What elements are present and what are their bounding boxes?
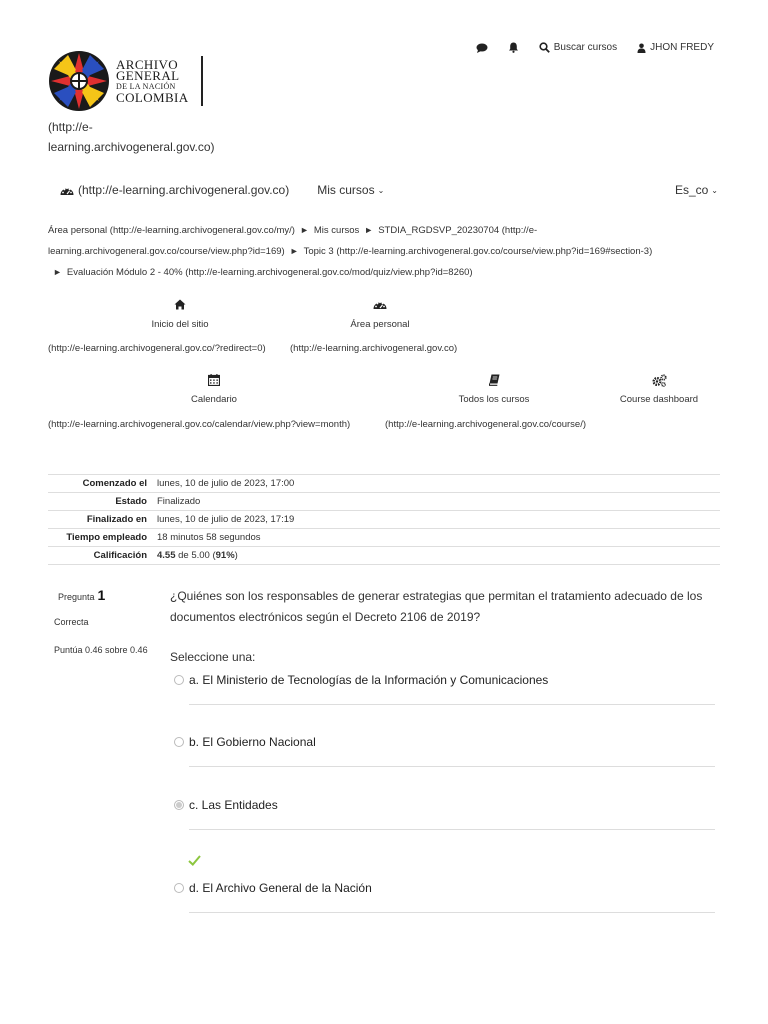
block-area-label: Área personal (350, 319, 410, 330)
nav-mis-cursos[interactable] (317, 183, 384, 197)
chat-icon (476, 43, 488, 53)
breadcrumb-course[interactable]: STDIA_RGDSVP_20230704 (http://e- (378, 225, 538, 236)
gears-icon (652, 374, 667, 387)
logo-line-1: ARCHIVO (116, 57, 179, 72)
logo-url[interactable] (48, 117, 228, 157)
top-bar (476, 42, 714, 53)
user-name: JHON FREDY (650, 42, 714, 53)
breadcrumb-separator-icon: ► (53, 267, 62, 277)
summary-row (48, 493, 720, 511)
answer-label: b. El Gobierno Nacional (189, 735, 316, 749)
answer-divider (189, 912, 715, 913)
nav-home-link[interactable] (60, 183, 289, 197)
answer-divider (189, 766, 715, 767)
answer-option[interactable] (174, 673, 715, 705)
breadcrumb-line-2 (48, 241, 728, 262)
breadcrumb-separator-icon: ► (364, 225, 374, 235)
archivo-general-logo (48, 50, 110, 112)
breadcrumb-course-url[interactable]: learning.archivogeneral.gov.co/course/view.php?id=169) (48, 246, 285, 257)
logo-line-3: DE LA NACIÓN (116, 82, 176, 91)
language-menu[interactable] (675, 183, 718, 197)
summary-value: 18 minutos 58 segundos (157, 532, 261, 543)
answer-label: d. El Archivo General de la Nación (189, 881, 372, 895)
block-course-dashboard[interactable] (604, 374, 714, 405)
breadcrumb-mis-cursos[interactable]: Mis cursos (313, 225, 360, 236)
radio-button-selected[interactable] (174, 800, 184, 810)
main-nav (60, 181, 718, 199)
summary-value: lunes, 10 de julio de 2023, 17:00 (157, 478, 295, 489)
block-calendario[interactable] (154, 374, 274, 405)
answer-option[interactable] (174, 735, 715, 767)
summary-row (48, 475, 720, 493)
summary-row (48, 547, 720, 565)
logo-url-line-2: learning.archivogeneral.gov.co) (48, 140, 215, 154)
summary-row (48, 529, 720, 547)
block-inicio-label: Inicio del sitio (151, 319, 209, 330)
chevron-down-icon: ⌄ (377, 185, 385, 195)
calendar-icon (208, 374, 220, 386)
breadcrumb (48, 220, 728, 283)
notifications-button[interactable] (508, 42, 519, 53)
question-label: Pregunta (58, 592, 95, 602)
question-text: ¿Quiénes son los responsables de generar estrategias que permitan el tratamiento adecuado de los documentos electrónicos según el Decreto 2106 de 2019? (170, 589, 703, 624)
question-grade: Puntúa 0.46 sobre 0.46 (54, 645, 148, 655)
logo-url-line-1: (http://e- (48, 120, 93, 134)
breadcrumb-quiz[interactable]: Evaluación Módulo 2 - 40% (http://e-learning.archivogeneral.gov.co/mod/quiz/view.php?id=8260) (66, 267, 473, 278)
block-todos-url[interactable]: (http://e-learning.archivogeneral.gov.co/course/) (385, 419, 587, 430)
block-area-url[interactable]: (http://e-learning.archivogeneral.gov.co) (290, 343, 458, 354)
summary-label: Finalizado en (86, 514, 147, 525)
breadcrumb-separator-icon: ► (289, 246, 299, 256)
bell-icon (508, 42, 519, 53)
logo-divider (201, 56, 203, 106)
radio-button[interactable] (174, 737, 184, 747)
home-icon (174, 299, 186, 310)
answer-divider (189, 704, 715, 705)
correct-check-icon (188, 855, 201, 866)
answer-label: c. Las Entidades (189, 798, 278, 812)
dashboard-icon (373, 299, 387, 310)
block-todos-cursos[interactable] (434, 374, 554, 405)
question-state: Correcta (54, 617, 89, 627)
breadcrumb-topic[interactable]: Topic 3 (http://e-learning.archivogeneral.gov.co/course/view.php?id=169#section-3) (303, 246, 653, 257)
dashboard-icon (60, 185, 74, 196)
summary-label: Estado (115, 496, 147, 507)
block-dashboard-label: Course dashboard (619, 394, 699, 405)
grade-close: ) (234, 550, 238, 561)
quiz-summary-table (48, 474, 720, 565)
search-courses-label: Buscar cursos (553, 42, 618, 53)
book-icon (489, 374, 500, 386)
radio-button[interactable] (174, 883, 184, 893)
answer-option-selected[interactable] (174, 798, 715, 830)
question-number-value: 1 (97, 587, 106, 603)
user-menu[interactable] (637, 42, 714, 53)
site-logo-link[interactable] (48, 50, 203, 112)
nav-mis-cursos-label: Mis cursos (317, 183, 375, 197)
logo-text (116, 59, 189, 103)
breadcrumb-area-personal[interactable]: Área personal (http://e-learning.archivogeneral.gov.co/my/) (48, 225, 295, 236)
breadcrumb-line-1 (48, 220, 728, 241)
block-inicio-sitio[interactable] (120, 299, 240, 330)
block-calendario-url[interactable]: (http://e-learning.archivogeneral.gov.co/calendar/view.php?view=month) (48, 419, 351, 430)
summary-value: Finalizado (157, 496, 201, 507)
block-todos-label: Todos los cursos (458, 394, 530, 405)
block-area-personal[interactable] (320, 299, 440, 330)
answer-prompt: Seleccione una: (170, 650, 256, 664)
block-inicio-url[interactable]: (http://e-learning.archivogeneral.gov.co/?redirect=0) (48, 343, 266, 354)
answer-label: a. El Ministerio de Tecnologías de la Información y Comunicaciones (189, 673, 549, 687)
summary-label: Tiempo empleado (66, 532, 147, 543)
summary-value: lunes, 10 de julio de 2023, 17:19 (157, 514, 295, 525)
chevron-down-icon: ⌄ (711, 185, 718, 195)
block-calendario-label: Calendario (191, 394, 237, 405)
summary-label: Calificación (93, 550, 147, 561)
search-courses-link[interactable] (539, 42, 617, 53)
summary-grade (153, 547, 720, 565)
nav-home-label: (http://e-learning.archivogeneral.gov.co) (78, 183, 290, 197)
breadcrumb-separator-icon: ► (299, 225, 309, 235)
summary-label: Comenzado el (82, 478, 147, 489)
breadcrumb-line-3 (48, 262, 728, 283)
question-info (54, 587, 154, 661)
answer-divider (189, 829, 715, 830)
search-icon (539, 42, 550, 53)
logo-line-4: COLOMBIA (116, 90, 189, 105)
radio-button[interactable] (174, 675, 184, 685)
question-number (58, 587, 154, 603)
grade-score: 4.55 (157, 550, 176, 561)
answer-option[interactable] (174, 881, 715, 913)
summary-row (48, 511, 720, 529)
logo-line-2: GENERAL (116, 68, 180, 83)
grade-of: de 5.00 ( (178, 550, 216, 561)
grade-percent: 91% (215, 550, 235, 561)
language-label: Es_co (674, 183, 709, 197)
messages-button[interactable] (476, 43, 488, 53)
user-icon (637, 43, 646, 53)
